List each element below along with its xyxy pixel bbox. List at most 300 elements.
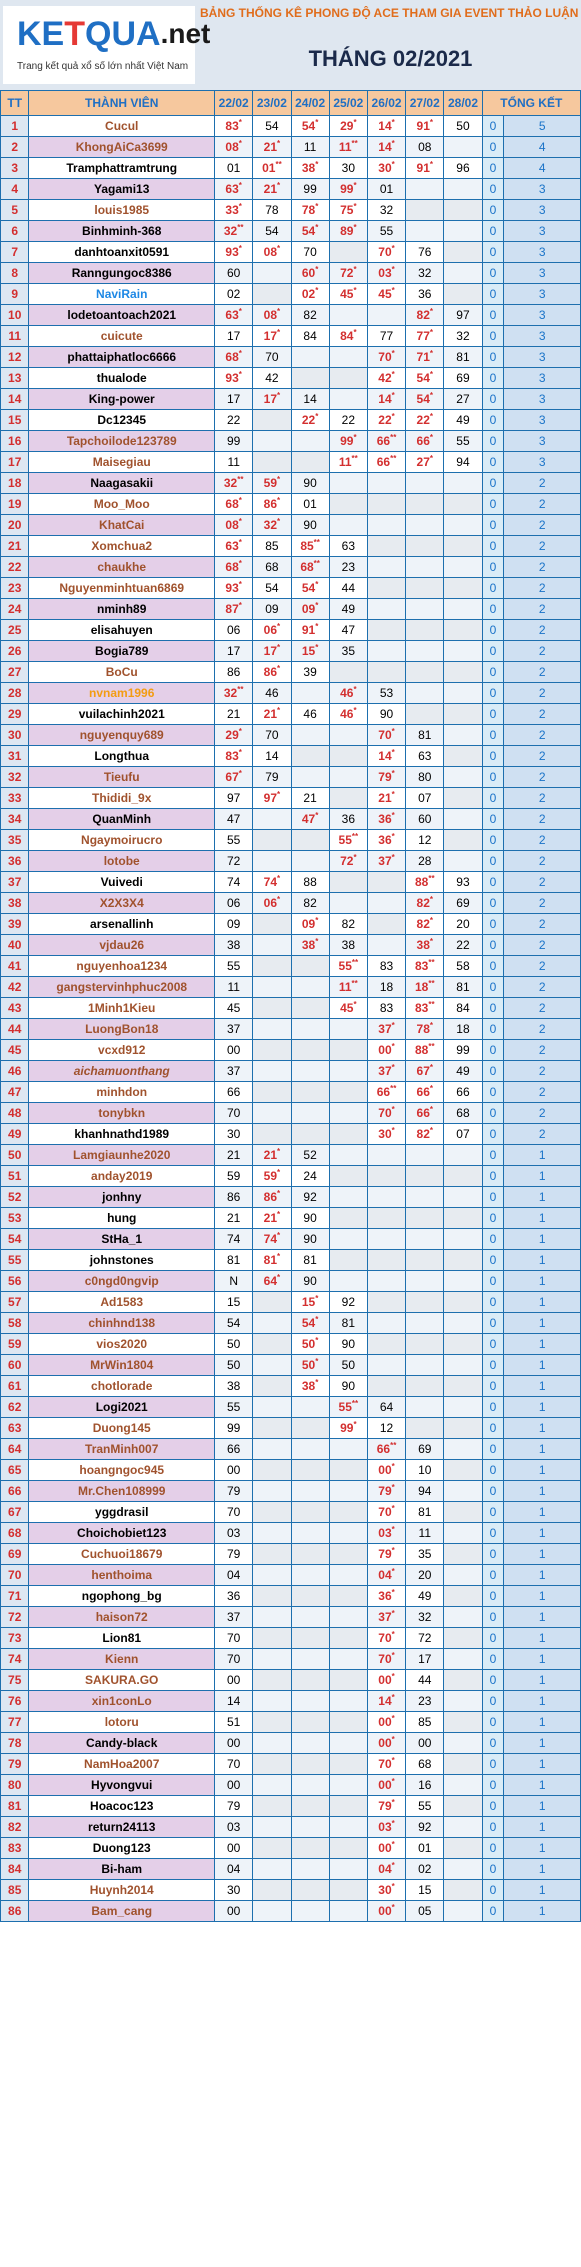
member-name[interactable]: lotobe [29,851,215,872]
table-row [1,1544,581,1565]
day-cell [444,557,482,578]
day-cell: 06* [253,620,291,641]
member-name[interactable]: Naagasakii [29,473,215,494]
member-name[interactable]: Candy-black [29,1733,215,1754]
day-cell [253,977,291,998]
day-cell: 66** [367,1082,405,1103]
day-cell [367,893,405,914]
day-cell: 58 [444,956,482,977]
row-number: 83 [1,1838,29,1859]
table-row [1,1670,581,1691]
row-number: 24 [1,599,29,620]
row-number: 86 [1,1901,29,1922]
day-cell: 14* [367,746,405,767]
star-marker: * [315,1378,319,1387]
member-name[interactable]: Moo_Moo [29,494,215,515]
member-name[interactable]: vios2020 [29,1334,215,1355]
day-cell [444,1481,482,1502]
day-cell [444,1817,482,1838]
day-cell: 21 [215,1208,253,1229]
star-marker: * [391,370,395,379]
table-row [1,704,581,725]
day-cell [291,1103,329,1124]
day-cell [444,683,482,704]
total-count: 2 [504,1019,581,1040]
star-marker: * [391,1714,395,1723]
member-name[interactable]: chaukhe [29,557,215,578]
miss-count: 0 [482,242,504,263]
day-cell [406,1187,444,1208]
member-name[interactable]: Yagami13 [29,179,215,200]
member-name[interactable]: Dc12345 [29,410,215,431]
day-cell [444,1523,482,1544]
member-name[interactable]: Thididi_9x [29,788,215,809]
member-name[interactable]: yggdrasil [29,1502,215,1523]
day-cell [329,1754,367,1775]
star-marker: ** [351,139,358,148]
day-cell [444,746,482,767]
day-cell [367,557,405,578]
member-name[interactable]: Kienn [29,1649,215,1670]
member-name[interactable]: nminh89 [29,599,215,620]
member-name[interactable]: KhongAiCa3699 [29,137,215,158]
star-marker: * [353,1000,357,1009]
member-name[interactable]: StHa_1 [29,1229,215,1250]
member-name[interactable]: Xomchua2 [29,536,215,557]
site-logo[interactable] [3,6,211,84]
day-cell [367,620,405,641]
day-cell [291,1880,329,1901]
day-cell: 79* [367,767,405,788]
day-cell [291,1460,329,1481]
day-cell: 20 [444,914,482,935]
miss-count: 0 [482,1145,504,1166]
day-cell [329,494,367,515]
total-count: 2 [504,914,581,935]
member-name[interactable]: Cucul [29,116,215,137]
member-name[interactable]: Longthua [29,746,215,767]
member-name[interactable]: Ngaymoirucro [29,830,215,851]
table-row [1,1019,581,1040]
miss-count: 0 [482,536,504,557]
member-name[interactable]: Duong123 [29,1838,215,1859]
row-number: 33 [1,788,29,809]
table-row [1,977,581,998]
day-cell: 37* [367,851,405,872]
day-cell: 83* [215,746,253,767]
day-cell: 90 [291,1271,329,1292]
star-marker: ** [390,433,397,442]
day-cell: 00* [367,1040,405,1061]
table-row [1,557,581,578]
day-cell [253,1040,291,1061]
member-name[interactable]: Cuchuoi18679 [29,1544,215,1565]
table-row [1,998,581,1019]
member-name[interactable]: Choichobiet123 [29,1523,215,1544]
day-cell [367,494,405,515]
member-name[interactable]: NamHoa2007 [29,1754,215,1775]
total-count: 2 [504,809,581,830]
member-name[interactable]: Duong145 [29,1418,215,1439]
member-name[interactable]: Tramphattramtrung [29,158,215,179]
day-cell [444,1418,482,1439]
day-cell [329,1208,367,1229]
member-name[interactable]: c0ngd0ngvip [29,1271,215,1292]
member-name[interactable]: Nguyenminhtuan6869 [29,578,215,599]
member-name[interactable]: KhatCai [29,515,215,536]
day-cell [291,1082,329,1103]
day-cell [367,515,405,536]
row-number: 48 [1,1103,29,1124]
star-marker: * [315,1294,319,1303]
day-cell: 11 [291,137,329,158]
day-cell [329,662,367,683]
total-count: 4 [504,137,581,158]
row-number: 6 [1,221,29,242]
member-name[interactable]: Lion81 [29,1628,215,1649]
day-cell: 36 [329,809,367,830]
day-cell: 94 [444,452,482,473]
day-cell [367,1334,405,1355]
total-count: 1 [504,1145,581,1166]
day-cell [329,1712,367,1733]
day-cell: 38* [291,1376,329,1397]
day-cell: 55 [215,1397,253,1418]
total-count: 1 [504,1754,581,1775]
day-cell: 66* [406,1082,444,1103]
day-cell [253,851,291,872]
member-name[interactable]: QuanMinh [29,809,215,830]
day-cell [444,725,482,746]
member-name[interactable]: chinhnd138 [29,1313,215,1334]
miss-count: 0 [482,284,504,305]
miss-count: 0 [482,830,504,851]
day-cell: 54* [291,116,329,137]
total-count: 1 [504,1838,581,1859]
member-name[interactable]: X2X3X4 [29,893,215,914]
day-cell [291,1481,329,1502]
day-cell [253,431,291,452]
member-name[interactable]: elisahuyen [29,620,215,641]
member-name[interactable]: lotoru [29,1712,215,1733]
miss-count: 0 [482,431,504,452]
day-cell: 50 [215,1355,253,1376]
member-name[interactable]: Hoacoc123 [29,1796,215,1817]
row-number: 47 [1,1082,29,1103]
row-number: 64 [1,1439,29,1460]
star-marker: ** [351,979,358,988]
miss-count: 0 [482,578,504,599]
day-cell [291,452,329,473]
member-name[interactable]: ngophong_bg [29,1586,215,1607]
row-number: 78 [1,1733,29,1754]
day-cell [253,1901,291,1922]
table-body [1,116,581,1922]
row-number: 76 [1,1691,29,1712]
member-name[interactable]: khanhnathd1989 [29,1124,215,1145]
member-name[interactable]: Ad1583 [29,1292,215,1313]
member-name[interactable]: hoangngoc945 [29,1460,215,1481]
logo-wordmark: KE T QUA .net [17,14,211,53]
day-cell: 68* [215,347,253,368]
day-cell: 70 [253,725,291,746]
member-name[interactable]: Mr.Chen108999 [29,1481,215,1502]
member-name[interactable]: SAKURA.GO [29,1670,215,1691]
row-number: 51 [1,1166,29,1187]
member-name[interactable]: anday2019 [29,1166,215,1187]
day-cell [406,494,444,515]
day-cell: 85 [406,1712,444,1733]
day-cell [329,1061,367,1082]
day-cell [444,1208,482,1229]
star-marker: * [315,580,319,589]
day-cell: 79 [215,1481,253,1502]
member-name[interactable]: nguyenquy689 [29,725,215,746]
member-name[interactable]: return24113 [29,1817,215,1838]
day-cell [444,1271,482,1292]
day-cell: 11** [329,452,367,473]
day-cell [444,221,482,242]
day-cell: 66* [406,1103,444,1124]
day-cell [444,809,482,830]
day-cell: 55** [329,956,367,977]
star-marker: * [429,349,433,358]
member-name[interactable]: Tieufu [29,767,215,788]
member-name[interactable]: Maisegiau [29,452,215,473]
table-row [1,1271,581,1292]
day-cell [367,1355,405,1376]
day-cell [329,389,367,410]
member-name[interactable]: vuilachinh2021 [29,704,215,725]
day-cell [253,830,291,851]
day-cell: 81 [444,977,482,998]
day-cell [291,1838,329,1859]
miss-count: 0 [482,998,504,1019]
star-marker: * [277,391,281,400]
miss-count: 0 [482,1565,504,1586]
day-cell: 82* [406,893,444,914]
miss-count: 0 [482,683,504,704]
member-name[interactable]: LuongBon18 [29,1019,215,1040]
table-row [1,242,581,263]
member-name[interactable]: NaviRain [29,284,215,305]
day-cell: 30 [329,158,367,179]
day-cell: 45* [367,284,405,305]
member-name[interactable]: haison72 [29,1607,215,1628]
day-cell [291,1523,329,1544]
member-name[interactable]: thualode [29,368,215,389]
miss-count: 0 [482,557,504,578]
day-cell: 17 [215,389,253,410]
member-name[interactable]: minhdon [29,1082,215,1103]
day-cell: 82 [329,914,367,935]
total-count: 1 [504,1796,581,1817]
star-marker: * [391,1021,395,1030]
star-marker: * [238,307,242,316]
day-cell [253,914,291,935]
row-number: 53 [1,1208,29,1229]
table-row [1,1082,581,1103]
day-cell [406,620,444,641]
day-cell: 09* [291,599,329,620]
day-cell [253,263,291,284]
header [0,0,581,90]
day-cell: 37 [215,1061,253,1082]
day-cell: 55 [215,830,253,851]
total-count: 2 [504,872,581,893]
member-name[interactable]: Bogia789 [29,641,215,662]
member-name[interactable]: vjdau26 [29,935,215,956]
member-name[interactable]: Bam_cang [29,1901,215,1922]
miss-count: 0 [482,1292,504,1313]
member-name[interactable]: Vuivedi [29,872,215,893]
row-number: 46 [1,1061,29,1082]
member-name[interactable]: King-power [29,389,215,410]
row-number: 75 [1,1670,29,1691]
member-name[interactable]: Bi-ham [29,1859,215,1880]
member-name[interactable]: hung [29,1208,215,1229]
day-cell [291,1439,329,1460]
day-cell [406,1208,444,1229]
member-name[interactable]: xin1conLo [29,1691,215,1712]
total-count: 3 [504,284,581,305]
member-name[interactable]: vcxd912 [29,1040,215,1061]
total-count: 1 [504,1670,581,1691]
day-cell: 55 [444,431,482,452]
member-name[interactable]: danhtoanxit0591 [29,242,215,263]
day-cell [253,1061,291,1082]
member-name[interactable]: arsenallinh [29,914,215,935]
day-cell [444,599,482,620]
member-name[interactable]: gangstervinhphuc2008 [29,977,215,998]
day-cell: 97* [253,788,291,809]
member-name[interactable]: Tapchoilode123789 [29,431,215,452]
miss-count: 0 [482,914,504,935]
star-marker: * [429,1084,433,1093]
star-marker: * [391,139,395,148]
row-number: 77 [1,1712,29,1733]
day-cell [291,767,329,788]
day-cell [329,368,367,389]
day-cell: 67* [215,767,253,788]
day-cell [444,1187,482,1208]
day-cell: 15* [291,641,329,662]
row-number: 44 [1,1019,29,1040]
day-cell: 70* [367,347,405,368]
star-marker: * [391,1798,395,1807]
member-name[interactable]: louis1985 [29,200,215,221]
table-row [1,1817,581,1838]
member-name[interactable]: TranMinh007 [29,1439,215,1460]
member-name[interactable]: Huynh2014 [29,1880,215,1901]
total-count: 2 [504,704,581,725]
day-cell [444,704,482,725]
member-name[interactable]: Hyvongvui [29,1775,215,1796]
day-cell: 22* [291,410,329,431]
table-row [1,1397,581,1418]
day-cell [444,200,482,221]
day-cell: 21 [215,1145,253,1166]
day-cell: 27* [406,452,444,473]
member-name[interactable]: henthoima [29,1565,215,1586]
page-title: THÁNG 02/2021 [308,46,473,71]
day-cell: 46* [329,704,367,725]
member-name[interactable]: chotlorade [29,1376,215,1397]
total-count: 1 [504,1565,581,1586]
day-cell: 90 [329,1376,367,1397]
day-cell [329,1145,367,1166]
day-cell [444,1355,482,1376]
star-marker: * [391,1840,395,1849]
day-cell [291,1061,329,1082]
star-marker: * [391,1042,395,1051]
day-cell [406,1229,444,1250]
table-row [1,872,581,893]
member-name[interactable]: BoCu [29,662,215,683]
day-cell: 14 [253,746,291,767]
day-cell: 37* [367,1061,405,1082]
row-number: 81 [1,1796,29,1817]
total-count: 1 [504,1313,581,1334]
member-name[interactable]: Logi2021 [29,1397,215,1418]
day-cell [329,1019,367,1040]
member-name[interactable]: tonybkn [29,1103,215,1124]
day-cell: 47 [329,620,367,641]
day-cell: 04* [367,1859,405,1880]
member-name[interactable]: lodetoantoach2021 [29,305,215,326]
member-name[interactable]: Ranngungoc8386 [29,263,215,284]
member-name[interactable]: MrWin1804 [29,1355,215,1376]
day-cell: 54 [215,1313,253,1334]
day-cell [444,1439,482,1460]
day-cell [329,893,367,914]
day-cell: 08* [215,137,253,158]
day-cell [329,1838,367,1859]
member-name[interactable]: jonhny [29,1187,215,1208]
day-cell [329,1502,367,1523]
row-number: 10 [1,305,29,326]
member-name[interactable]: nguyenhoa1234 [29,956,215,977]
table-row [1,1901,581,1922]
day-cell: 68* [215,557,253,578]
table-row [1,1313,581,1334]
day-cell [291,851,329,872]
day-cell: 00 [215,1733,253,1754]
member-name[interactable]: Lamgiaunhe2020 [29,1145,215,1166]
table-row [1,1229,581,1250]
day-cell [329,1649,367,1670]
day-cell: 18 [367,977,405,998]
member-name[interactable]: Binhminh-368 [29,221,215,242]
day-cell [291,1019,329,1040]
member-name[interactable]: phattaiphatloc6666 [29,347,215,368]
table-row [1,935,581,956]
member-name[interactable]: 1Minh1Kieu [29,998,215,1019]
total-count: 1 [504,1208,581,1229]
member-name[interactable]: johnstones [29,1250,215,1271]
table-header [1,91,581,116]
day-cell [329,1775,367,1796]
miss-count: 0 [482,1901,504,1922]
member-name[interactable]: cuicute [29,326,215,347]
day-cell [253,410,291,431]
member-name[interactable]: nvnam1996 [29,683,215,704]
miss-count: 0 [482,263,504,284]
day-cell [329,1460,367,1481]
row-number: 72 [1,1607,29,1628]
miss-count: 0 [482,116,504,137]
member-name[interactable]: aichamuonthang [29,1061,215,1082]
